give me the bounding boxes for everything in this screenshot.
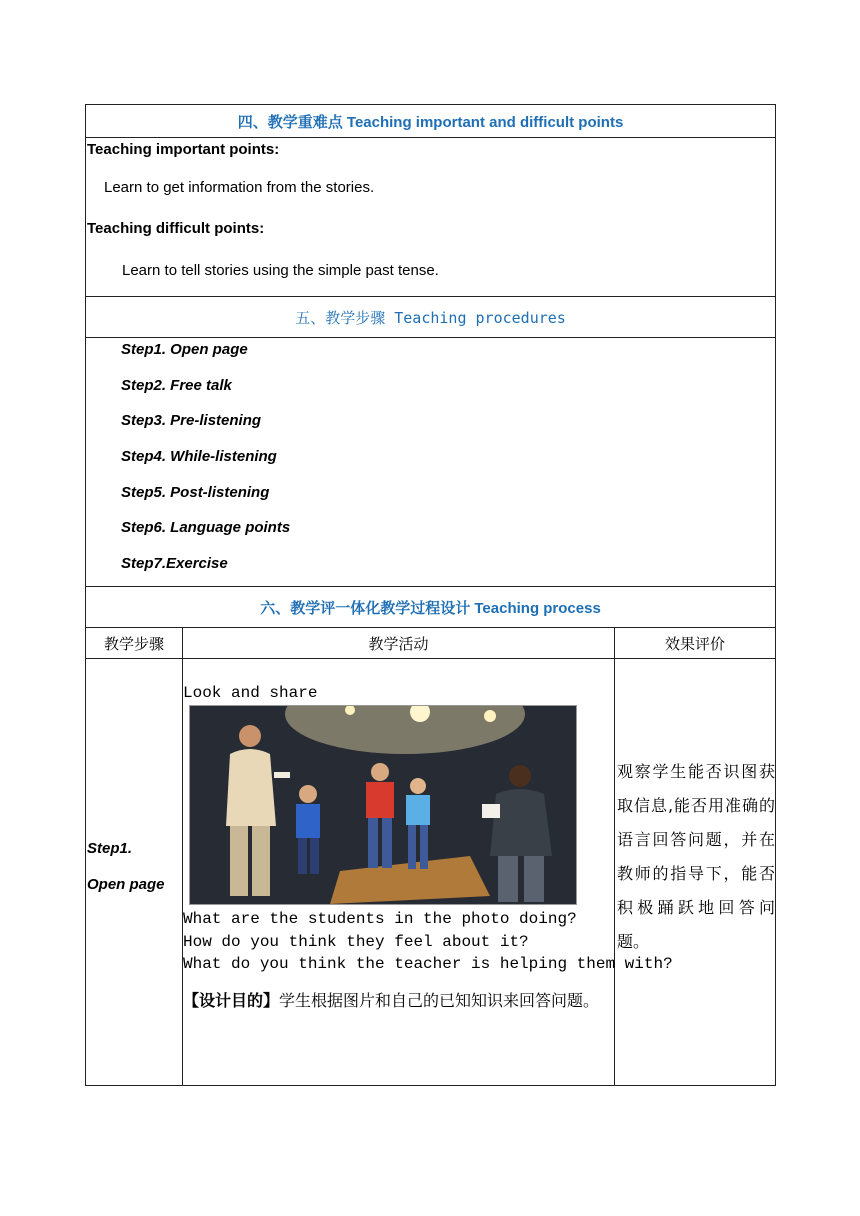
- question-2: How do you think they feel about it?: [183, 933, 529, 951]
- activity-cell: [183, 659, 673, 1086]
- evaluation-text: 观察学生能否识图获取信息,能否用准确的语言回答问题，并在教师的指导下，能否积极踊跃地回答问题。: [617, 762, 775, 951]
- important-points-text: Learn to get information from the stories.: [104, 179, 375, 196]
- step-name-line1: Step1.: [87, 840, 133, 857]
- design-purpose-label: 【设计目的】: [183, 991, 280, 1010]
- step-list-item: Step1. Open page: [121, 341, 248, 358]
- design-purpose: [183, 989, 613, 1013]
- step-list-item: Step5. Post-listening: [121, 484, 270, 501]
- teaching-points-cell: [86, 138, 776, 297]
- step-cell: [86, 659, 183, 1086]
- stage-photo: [189, 705, 577, 905]
- section6-heading: 六、教学评一体化教学过程设计 Teaching process: [86, 587, 776, 628]
- step-list-item: Step7.Exercise: [121, 555, 228, 572]
- steps-cell: [86, 338, 776, 587]
- lesson-plan-table: [85, 104, 776, 1086]
- important-points-label: Teaching important points:: [87, 141, 280, 158]
- evaluation-cell: [615, 659, 776, 1086]
- step-list-item: Step6. Language points: [121, 519, 291, 536]
- step-list-item: Step3. Pre-listening: [121, 412, 262, 429]
- activity-title: Look and share: [183, 684, 318, 702]
- column-header-activity: 教学活动: [183, 628, 615, 659]
- section4-heading: 四、教学重难点 Teaching important and difficult points: [86, 105, 776, 138]
- column-header-step: 教学步骤: [86, 628, 183, 659]
- question-3: What do you think the teacher is helping them with?: [183, 955, 673, 973]
- question-1: What are the students in the photo doing?: [183, 910, 577, 928]
- difficult-points-text: Learn to tell stories using the simple past tense.: [122, 262, 439, 279]
- column-header-evaluation: 效果评价: [615, 628, 776, 659]
- step-name-line2: Open page: [87, 876, 165, 893]
- design-purpose-text: 学生根据图片和自己的已知知识来回答问题。: [279, 991, 600, 1010]
- table-row: [86, 659, 776, 1086]
- difficult-points-label: Teaching difficult points:: [87, 220, 265, 237]
- section5-heading: 五、教学步骤 Teaching procedures: [86, 297, 776, 338]
- stage-photo-illustration: [190, 706, 576, 904]
- step-list-item: Step4. While-listening: [121, 448, 277, 465]
- step-list-item: Step2. Free talk: [121, 377, 232, 394]
